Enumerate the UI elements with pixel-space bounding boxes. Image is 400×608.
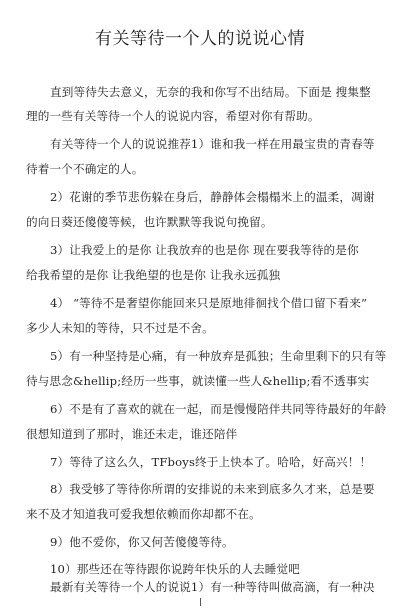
text-line: 4） “等待不是奢望你能回来只是原地徘徊找个借口留下看来”: [50, 296, 368, 310]
text-line: 待与思念&hellip;经历一些事，就读懂一些人&hellip;看不透事实: [26, 374, 370, 388]
text-line: 9）他不爱你，你又何苦傻傻等待。: [50, 535, 234, 549]
text-line: 来不及才知道我可爱我想依赖而你却都不在。: [26, 507, 261, 521]
text-line: 最新有关等待一个人的说说1）有一种等待叫做高滴，有一种决: [50, 580, 375, 594]
text-line: 2）花谢的季节悲伤躲在身后，静静体会榻榻米上的温柔，凋谢: [50, 190, 375, 204]
text-line: 直到等待失去意义，无奈的我和你写不出结局。下面是 搜集整: [50, 85, 371, 99]
text-line: 6）不是有了喜欢的就在一起，而是慢慢陪伴共同等待最好的年龄: [50, 402, 387, 416]
text-line: 给我希望的是你 让我绝望的也是你 让我永远孤独: [26, 268, 281, 282]
text-line: 有关等待一个人的说说推荐1）谁和我一样在用最宝贵的青春等: [50, 137, 375, 151]
text-line: 8）我受够了等待你所谓的安排说的未来到底多久才来，总是要: [50, 482, 375, 496]
text-line: 理的一些有关等待一个人的说说内容，希望对你有帮助。: [26, 109, 320, 123]
text-line: 5）有一种坚持是心痛，有一种放弃是孤独；生命里剩下的只有等: [50, 349, 387, 363]
page-title: 有关等待一个人的说说心情: [95, 29, 305, 49]
text-line: 待着一个不确定的人。: [26, 162, 144, 176]
text-cursor: [200, 598, 201, 606]
text-line: 的向日葵还傻傻等候，也许默默等我说句挽留。: [26, 215, 273, 229]
text-line: 7）等待了这么久，TFboys终于上快本了。哈哈，好高兴！！: [50, 455, 372, 469]
text-line: 多少人未知的等待，只不过是不舍。: [26, 321, 214, 335]
text-line: 3）让我爱上的是你 让我放弃的也是你 现在要我等待的是你: [50, 243, 359, 257]
text-line: 10）那些还在等待跟你说跨年快乐的人去睡觉吧: [50, 562, 300, 576]
text-line: 很想知道到了那时，谁还未走，谁还陪伴: [26, 427, 238, 441]
